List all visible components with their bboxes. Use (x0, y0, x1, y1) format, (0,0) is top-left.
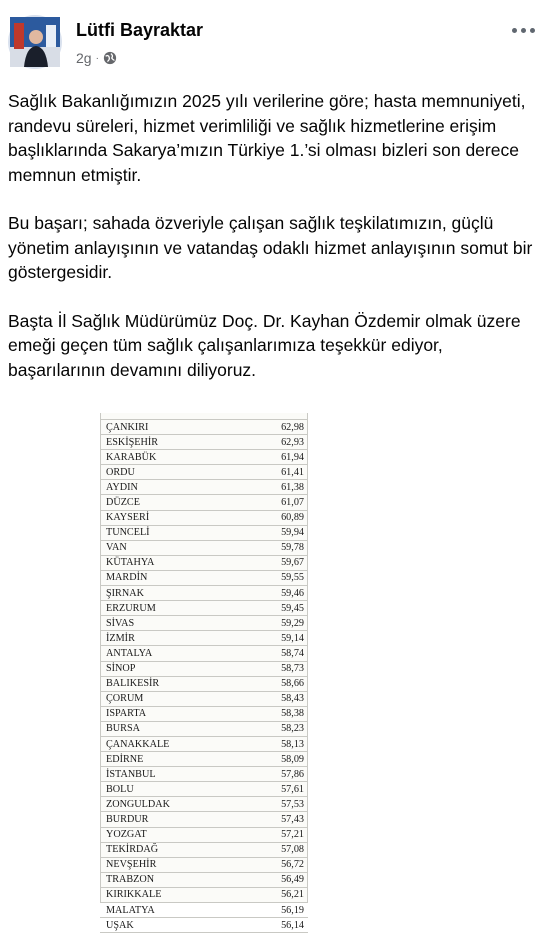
more-dot-icon (530, 28, 535, 33)
table-row (100, 857, 308, 872)
score-cell: 57,21 (245, 827, 308, 842)
score-cell: 58,74 (245, 646, 308, 661)
score-cell: 58,73 (245, 661, 308, 676)
province-cell: BALIKESİR (100, 676, 245, 691)
score-cell: 61,07 (245, 495, 308, 510)
province-cell: SİVAS (100, 616, 245, 631)
score-cell: 59,29 (245, 616, 308, 631)
province-cell: KARABÜK (100, 450, 245, 465)
province-cell: BURSA (100, 721, 245, 736)
table-row (100, 510, 308, 525)
province-cell: KÜTAHYA (100, 555, 245, 570)
table-row (100, 631, 308, 646)
table-row (100, 721, 308, 736)
table-row (100, 450, 308, 465)
score-cell: 56,49 (245, 872, 308, 887)
province-cell: İZMİR (100, 631, 245, 646)
score-cell: 61,41 (245, 465, 308, 480)
province-cell: UŞAK (100, 918, 245, 933)
table-row (100, 646, 308, 661)
province-cell: ÇANKIRI (100, 420, 245, 435)
province-cell: KIRIKKALE (100, 887, 245, 902)
province-cell: ERZURUM (100, 601, 245, 616)
province-cell: TUNCELİ (100, 525, 245, 540)
post-paragraph: Başta İl Sağlık Müdürümüz Doç. Dr. Kayhan Özdemir olmak üzere emeği geçen tüm sağlık çalışanlarımıza teşekkür ediyor, başarılarının devamını diliyoruz. (8, 310, 521, 380)
table-row (100, 601, 308, 616)
province-cell: ESKİŞEHİR (100, 435, 245, 450)
province-cell: VAN (100, 540, 245, 555)
score-cell: 58,13 (245, 736, 308, 751)
table-row (100, 495, 308, 510)
table-row (100, 736, 308, 751)
score-cell: 62,98 (245, 420, 308, 435)
author-avatar[interactable] (8, 15, 62, 69)
score-cell: 59,78 (245, 540, 308, 555)
province-cell: SİNOP (100, 661, 245, 676)
score-cell: 61,94 (245, 450, 308, 465)
table-row (100, 570, 308, 585)
province-cell: DÜZCE (100, 495, 245, 510)
province-cell: ÇORUM (100, 691, 245, 706)
table-row (100, 616, 308, 631)
province-cell: MARDİN (100, 570, 245, 585)
score-cell: 56,72 (245, 857, 308, 872)
table-row (100, 842, 308, 857)
table-row (100, 555, 308, 570)
province-cell: KAYSERİ (100, 510, 245, 525)
score-cell: 58,43 (245, 691, 308, 706)
table-row (100, 782, 308, 797)
score-cell: 59,94 (245, 525, 308, 540)
globe-icon (103, 51, 117, 65)
province-cell: BOLU (100, 782, 245, 797)
ranking-table (100, 413, 308, 933)
score-cell: 58,23 (245, 721, 308, 736)
province-cell: BURDUR (100, 812, 245, 827)
score-cell: 59,55 (245, 570, 308, 585)
province-cell: NEVŞEHİR (100, 857, 245, 872)
score-cell: 62,93 (245, 435, 308, 450)
province-cell: MALATYA (100, 903, 245, 918)
post-header (0, 0, 544, 82)
score-cell: 59,46 (245, 586, 308, 601)
table-row (100, 827, 308, 842)
province-cell: ÇANAKKALE (100, 736, 245, 751)
table-row (100, 691, 308, 706)
post-paragraph: Bu başarı; sahada özveriyle çalışan sağlık teşkilatımızın, güçlü yönetim anlayışının ve vatandaş odaklı hizmet anlayışının somut bir göstergesidir. (8, 213, 533, 282)
table-row (100, 480, 308, 495)
score-cell: 58,66 (245, 676, 308, 691)
table-row (100, 767, 308, 782)
province-cell: TRABZON (100, 872, 245, 887)
province-cell: ANTALYA (100, 646, 245, 661)
province-cell: ZONGULDAK (100, 797, 245, 812)
score-cell: 59,14 (245, 631, 308, 646)
table-row (100, 465, 308, 480)
table-row (100, 918, 308, 933)
score-cell: 57,43 (245, 812, 308, 827)
ranking-table-image[interactable] (100, 413, 308, 931)
more-options-button[interactable] (508, 18, 538, 42)
score-cell: 56,14 (245, 918, 308, 933)
table-row (100, 706, 308, 721)
post-body (8, 89, 540, 406)
table-row (100, 752, 308, 767)
table-row (100, 887, 308, 902)
author-name[interactable]: Lütfi Bayraktar (76, 20, 204, 40)
table-row (100, 812, 308, 827)
score-cell: 57,61 (245, 782, 308, 797)
score-cell: 61,38 (245, 480, 308, 495)
score-cell: 57,86 (245, 767, 308, 782)
table-row (100, 872, 308, 887)
table-row (100, 420, 308, 435)
score-cell: 60,89 (245, 510, 308, 525)
province-cell: YOZGAT (100, 827, 245, 842)
score-cell: 59,45 (245, 601, 308, 616)
separator-dot: · (95, 52, 99, 64)
score-cell: 59,67 (245, 555, 308, 570)
province-cell: TEKİRDAĞ (100, 842, 245, 857)
post-time[interactable]: 2g (76, 50, 92, 66)
score-cell: 58,38 (245, 706, 308, 721)
score-cell: 57,53 (245, 797, 308, 812)
table-row (100, 435, 308, 450)
table-row (100, 676, 308, 691)
more-dot-icon (521, 28, 526, 33)
table-row (100, 540, 308, 555)
province-cell: AYDIN (100, 480, 245, 495)
table-row (100, 903, 308, 918)
score-cell: 56,21 (245, 887, 308, 902)
score-cell: 56,19 (245, 903, 308, 918)
score-cell: 58,09 (245, 752, 308, 767)
province-cell: ISPARTA (100, 706, 245, 721)
table-row (100, 586, 308, 601)
score-cell: 57,08 (245, 842, 308, 857)
province-cell: EDİRNE (100, 752, 245, 767)
province-cell: ŞIRNAK (100, 586, 245, 601)
province-cell: İSTANBUL (100, 767, 245, 782)
post-paragraph: Sağlık Bakanlığımızın 2025 yılı verilerine göre; hasta memnuniyeti, randevu süreleri, hizmet verimliliği ve sağlık hizmetlerine erişim başlıklarında Sakarya’mızın Türkiye 1.’si olması bizleri son derece memnun etmiştir. (8, 91, 526, 185)
table-row (100, 661, 308, 676)
table-row (100, 525, 308, 540)
more-dot-icon (512, 28, 517, 33)
table-row (100, 797, 308, 812)
post-meta (76, 50, 117, 66)
province-cell: ORDU (100, 465, 245, 480)
